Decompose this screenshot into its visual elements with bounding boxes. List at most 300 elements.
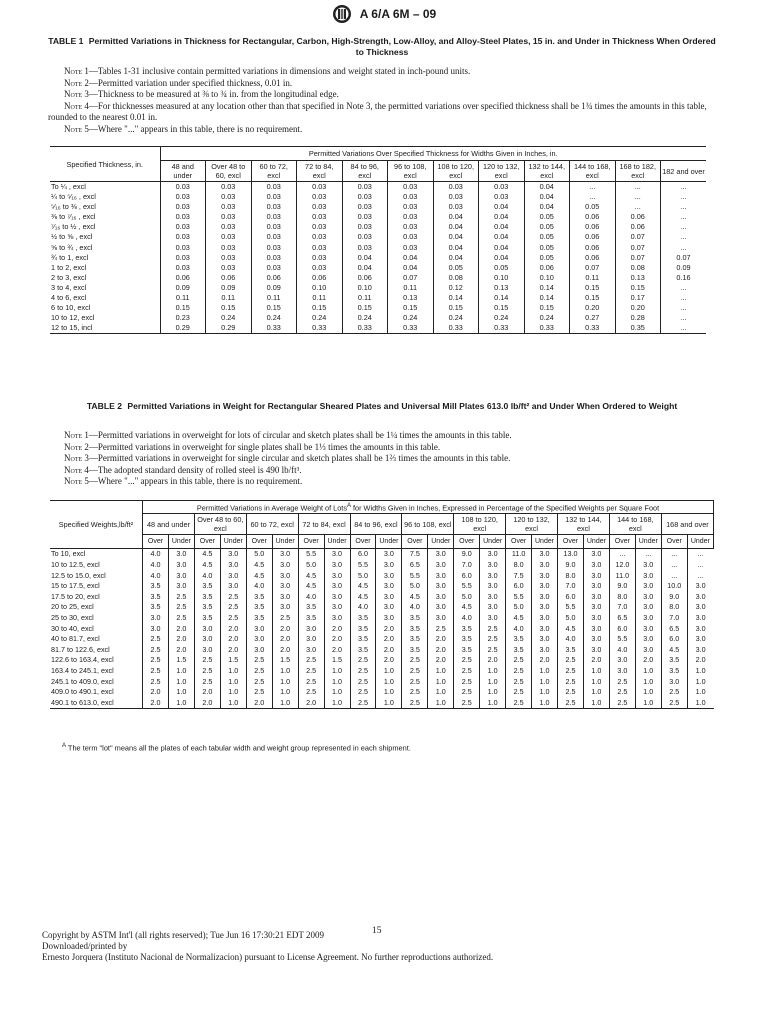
table-cell: 1.0 — [220, 687, 246, 698]
note-text: —For thicknesses measured at any location other than that specified in Note 3, the permitted variations over specified thickness shall be 1¾ times the amounts in this table, rounded to the nearest 0.01 in. — [48, 100, 707, 123]
table-cell: 3.5 — [558, 645, 584, 656]
table-cell: 1.0 — [532, 666, 558, 677]
table-cell: 0.03 — [206, 192, 252, 202]
table-cell: 3.0 — [324, 581, 350, 592]
table-cell: 3.5 — [246, 602, 272, 613]
table-cell: 1.0 — [480, 687, 506, 698]
note — [48, 453, 712, 465]
column-header: 96 to 108, excl — [402, 514, 454, 535]
table-cell: 3.0 — [272, 549, 298, 560]
table-cell: ... — [687, 549, 713, 560]
table-cell: 1.0 — [376, 687, 402, 698]
table-cell: 3.0 — [376, 592, 402, 603]
table-row — [50, 592, 714, 603]
table-cell: 0.11 — [297, 293, 343, 303]
table-cell: 0.11 — [570, 273, 616, 283]
table-cell: 0.05 — [524, 253, 570, 263]
table-cell: 13.0 — [558, 549, 584, 560]
table-cell: 3.0 — [220, 560, 246, 571]
note-text: —Permitted variations in overweight for single circular and sketch plates shall be 1⅔ times the amounts in this table. — [88, 453, 511, 464]
table-cell: 4.5 — [661, 645, 687, 656]
table-row — [50, 602, 714, 613]
table-cell: 12.0 — [609, 560, 635, 571]
row-label: 12.5 to 15.0, excl — [51, 570, 106, 580]
table-cell: 3.0 — [246, 624, 272, 635]
table-cell: 1.0 — [168, 677, 194, 688]
table-cell: ... — [661, 313, 707, 323]
table-row — [50, 560, 714, 571]
table-cell: 4.5 — [350, 592, 376, 603]
table-cell: 0.33 — [297, 323, 343, 334]
table-cell: 0.03 — [479, 192, 525, 202]
table-cell: 0.03 — [342, 243, 388, 253]
table-cell: 1.0 — [635, 666, 661, 677]
table-cell: 1.0 — [220, 666, 246, 677]
column-header: 144 to 168, excl — [609, 514, 661, 535]
table-cell: 3.0 — [272, 592, 298, 603]
table-cell: 0.04 — [433, 253, 479, 263]
table-cell: 3.0 — [532, 634, 558, 645]
table-cell: 0.06 — [206, 273, 252, 283]
table-cell: 0.03 — [297, 263, 343, 273]
table-cell: 0.03 — [342, 232, 388, 242]
subheader-under: Under — [635, 535, 661, 549]
table2-footnote: $^A$ The term "lot" means all the plates of each tabular width and weight group represented in each shipment. — [62, 743, 411, 753]
table-cell: 3.0 — [376, 613, 402, 624]
table-cell: 2.5 — [506, 687, 532, 698]
note-text: —The adopted standard density of rolled steel is 490 lb/ft³. — [88, 464, 302, 475]
table-cell: 0.06 — [570, 222, 616, 232]
table-cell: 2.0 — [428, 634, 454, 645]
table-cell: 3.5 — [402, 624, 428, 635]
table-cell: 0.03 — [251, 232, 297, 242]
table-cell: 2.5 — [454, 698, 480, 709]
table-cell: 1.0 — [324, 698, 350, 709]
table-cell: 2.0 — [583, 655, 609, 666]
table-cell: 3.0 — [168, 581, 194, 592]
table-cell: 3.5 — [143, 602, 169, 613]
table-cell: 3.0 — [376, 549, 402, 560]
column-header: 60 to 72, excl — [246, 514, 298, 535]
table-cell: 3.0 — [324, 602, 350, 613]
table-cell: 0.11 — [342, 293, 388, 303]
table-cell: 3.0 — [635, 613, 661, 624]
table-cell: 2.0 — [324, 634, 350, 645]
table-cell: 6.0 — [609, 624, 635, 635]
table-cell: 0.04 — [433, 212, 479, 222]
table-cell: 3.0 — [532, 571, 558, 582]
copyright-notice — [42, 930, 602, 963]
table-cell: 7.5 — [402, 549, 428, 560]
table-cell: 0.03 — [251, 253, 297, 263]
table-cell: 2.0 — [635, 655, 661, 666]
table-cell: 2.0 — [168, 645, 194, 656]
table-cell: 1.0 — [376, 698, 402, 709]
table-cell: 0.03 — [251, 212, 297, 222]
table-cell: 3.5 — [661, 655, 687, 666]
subheader-over: Over — [194, 535, 220, 549]
table-cell: ... — [661, 192, 707, 202]
table-cell: 3.0 — [194, 634, 220, 645]
table-cell: 0.15 — [206, 303, 252, 313]
table-cell: 0.13 — [615, 273, 661, 283]
table-cell: 0.03 — [206, 263, 252, 273]
table-cell: 0.17 — [615, 293, 661, 303]
table-cell: 0.24 — [524, 313, 570, 323]
table-cell: 6.5 — [402, 560, 428, 571]
table-cell: 3.0 — [324, 592, 350, 603]
table-cell: 0.15 — [251, 303, 297, 313]
table-cell: 2.5 — [661, 698, 687, 709]
table-cell: 3.5 — [454, 634, 480, 645]
note — [48, 66, 712, 78]
column-header: Over 48 to 60, excl — [194, 514, 246, 535]
table-cell: 2.5 — [402, 698, 428, 709]
subheader-over: Over — [402, 535, 428, 549]
table-cell: 3.0 — [298, 634, 324, 645]
table-cell: 0.29 — [160, 323, 206, 334]
table-cell: 3.0 — [583, 560, 609, 571]
table1-label: TABLE 1 — [48, 36, 84, 46]
row-label: 4 to 6, excl — [51, 293, 87, 303]
table-cell: 3.5 — [350, 634, 376, 645]
table-cell: 2.0 — [480, 655, 506, 666]
row-label: ⁷⁄₁₆ to ½ , excl — [51, 222, 96, 232]
column-header: 168 and over — [661, 514, 713, 535]
table-cell: 2.5 — [609, 677, 635, 688]
table-cell: 0.03 — [206, 212, 252, 222]
table-cell: 3.0 — [143, 613, 169, 624]
note-text: —Permitted variation under specified thickness, 0.01 in. — [88, 77, 293, 88]
table-cell: 3.0 — [532, 624, 558, 635]
table-row — [50, 263, 706, 273]
note-label: Note 2 — [64, 441, 89, 452]
table2-stub-header — [50, 501, 143, 549]
table-cell: 0.03 — [342, 212, 388, 222]
table-cell: 4.5 — [298, 571, 324, 582]
table-row — [50, 581, 714, 592]
table-cell: 0.03 — [206, 253, 252, 263]
table-cell: 0.05 — [479, 263, 525, 273]
table-cell: 0.04 — [342, 253, 388, 263]
table-cell: 0.09 — [206, 283, 252, 293]
row-label: ⅝ to ¾ , excl — [51, 242, 93, 252]
table-cell: 5.5 — [298, 549, 324, 560]
table-cell: 0.04 — [524, 192, 570, 202]
table-cell: 0.24 — [206, 313, 252, 323]
table-cell: 0.03 — [160, 232, 206, 242]
subheader-over: Over — [558, 535, 584, 549]
table-cell: 1.0 — [428, 666, 454, 677]
note-text: —Thickness to be measured at ⅜ to ¾ in. from the longitudinal edge. — [88, 89, 339, 100]
table-cell: 2.5 — [298, 677, 324, 688]
table-cell: 0.29 — [206, 323, 252, 334]
table-cell: 0.06 — [570, 253, 616, 263]
table-cell: 1.0 — [480, 666, 506, 677]
note — [48, 430, 712, 442]
table-cell: 0.10 — [479, 273, 525, 283]
table-cell: 6.5 — [661, 624, 687, 635]
note-text: —Where "..." appears in this table, there is no requirement. — [88, 123, 303, 134]
table-cell: 1.0 — [687, 666, 713, 677]
table-cell: 0.04 — [388, 263, 434, 273]
subheader-over: Over — [661, 535, 687, 549]
table-cell: 0.06 — [524, 263, 570, 273]
table-cell: 0.09 — [160, 283, 206, 293]
table-cell: 3.0 — [376, 602, 402, 613]
table-cell: 1.0 — [376, 677, 402, 688]
note — [48, 101, 712, 124]
table-cell: 0.15 — [524, 303, 570, 313]
table-cell: 0.04 — [479, 253, 525, 263]
table-cell: 0.33 — [570, 323, 616, 334]
table-cell: 1.0 — [635, 698, 661, 709]
table-cell: 0.33 — [342, 323, 388, 334]
table-cell: 5.5 — [350, 560, 376, 571]
row-label: 17.5 to 20, excl — [51, 591, 100, 601]
table-cell: 3.0 — [272, 560, 298, 571]
table-cell: 0.04 — [479, 202, 525, 212]
table-cell: 3.0 — [428, 549, 454, 560]
table-cell: 4.0 — [194, 571, 220, 582]
table-cell: 2.0 — [428, 655, 454, 666]
table-cell: 6.0 — [661, 634, 687, 645]
table-cell: 4.5 — [350, 581, 376, 592]
row-label: 30 to 40, excl — [51, 623, 94, 633]
table-cell: 0.13 — [479, 283, 525, 293]
table-cell: 2.5 — [194, 655, 220, 666]
table-cell: 1.0 — [324, 666, 350, 677]
subheader-under: Under — [220, 535, 246, 549]
row-label: 490.1 to 613.0, excl — [50, 698, 143, 709]
table-cell: 0.03 — [388, 243, 434, 253]
table-cell: ... — [661, 560, 687, 571]
table-cell: ... — [661, 202, 707, 212]
column-header: 48 and under — [160, 161, 206, 182]
table-cell: 5.5 — [454, 581, 480, 592]
table-cell: 3.5 — [298, 613, 324, 624]
table-cell: 4.5 — [194, 549, 220, 560]
table-cell: 7.0 — [454, 560, 480, 571]
table-cell: 1.0 — [687, 677, 713, 688]
table-cell: 3.0 — [532, 613, 558, 624]
table-cell: 0.10 — [297, 283, 343, 293]
table-cell: 0.10 — [342, 283, 388, 293]
table-cell: 2.5 — [143, 634, 169, 645]
table-cell: 1.0 — [428, 698, 454, 709]
table-cell: 0.14 — [524, 283, 570, 293]
table-cell: 0.14 — [479, 293, 525, 303]
copyright-line-2: Downloaded/printed by — [42, 941, 128, 951]
table-cell: 5.0 — [298, 560, 324, 571]
subheader-under: Under — [168, 535, 194, 549]
table-row — [50, 687, 714, 698]
subheader-over: Over — [143, 535, 169, 549]
subheader-under: Under — [583, 535, 609, 549]
table-cell: 3.0 — [532, 592, 558, 603]
table-cell: 0.33 — [251, 323, 297, 334]
table-cell: 3.0 — [168, 549, 194, 560]
row-label: 20 to 25, excl — [51, 602, 94, 612]
table-cell: 2.5 — [428, 624, 454, 635]
table2-label: TABLE 2 — [86, 401, 122, 411]
table-cell: 3.5 — [194, 602, 220, 613]
table-row — [50, 293, 706, 303]
table-cell: 1.0 — [583, 677, 609, 688]
table-cell: 0.03 — [342, 182, 388, 193]
table-cell: 0.05 — [570, 202, 616, 212]
table-cell: 3.0 — [609, 666, 635, 677]
table-cell: 3.0 — [635, 560, 661, 571]
table-cell: 3.0 — [661, 677, 687, 688]
table-cell: 1.0 — [635, 677, 661, 688]
table-cell: 3.0 — [324, 571, 350, 582]
table-cell: 0.33 — [479, 323, 525, 334]
table-cell: 0.11 — [388, 283, 434, 293]
table-cell: ... — [687, 571, 713, 582]
table-cell: 5.5 — [506, 592, 532, 603]
table-cell: 2.5 — [506, 655, 532, 666]
table-cell: 0.06 — [570, 243, 616, 253]
table-cell: 3.0 — [298, 624, 324, 635]
subheader-over: Over — [454, 535, 480, 549]
table-cell: 3.0 — [428, 613, 454, 624]
table-cell: 2.0 — [220, 645, 246, 656]
table-cell: ... — [609, 549, 635, 560]
table-cell: 0.15 — [615, 283, 661, 293]
table-cell: 1.0 — [532, 687, 558, 698]
table-row — [50, 202, 706, 212]
table-cell: 3.0 — [298, 645, 324, 656]
table-cell: 3.0 — [480, 560, 506, 571]
table-cell: 8.0 — [506, 560, 532, 571]
table-cell: 1.0 — [272, 677, 298, 688]
table-cell: 0.15 — [479, 303, 525, 313]
table-cell: 3.5 — [350, 624, 376, 635]
table-cell: ... — [661, 243, 707, 253]
table-cell: 0.04 — [433, 243, 479, 253]
table-cell: 4.0 — [246, 581, 272, 592]
table-cell: ... — [661, 283, 707, 293]
table-cell: 2.5 — [454, 687, 480, 698]
table-cell: 2.5 — [558, 677, 584, 688]
table-cell: 0.05 — [433, 263, 479, 273]
table-cell: 2.5 — [350, 666, 376, 677]
table-cell: 1.0 — [687, 687, 713, 698]
table2-caption — [48, 401, 716, 412]
table-cell: ... — [661, 549, 687, 560]
table-cell: 2.5 — [402, 687, 428, 698]
table-cell: 0.15 — [342, 303, 388, 313]
table-cell: 2.0 — [376, 655, 402, 666]
table-cell: 0.06 — [342, 273, 388, 283]
copyright-line-1: Copyright by ASTM Int'l (all rights reserved); Tue Jun 16 17:30:21 EDT 2009 — [42, 930, 324, 940]
table-cell: 0.03 — [297, 222, 343, 232]
note-text: —Permitted variations in overweight for lots of circular and sketch plates shall be 1¼ times the amounts in this table. — [88, 430, 512, 440]
table-row — [50, 273, 706, 283]
table-cell: 2.5 — [480, 645, 506, 656]
footnote-marker: A — [62, 743, 67, 749]
table-cell: 0.15 — [160, 303, 206, 313]
table-cell: 0.33 — [433, 323, 479, 334]
table-cell: 3.0 — [583, 549, 609, 560]
table-cell: 9.0 — [558, 560, 584, 571]
table1-caption — [48, 36, 716, 58]
table-cell: 4.0 — [609, 645, 635, 656]
note-label: Note 2 — [64, 77, 89, 88]
table-cell: 3.0 — [376, 571, 402, 582]
table-cell: 5.0 — [506, 602, 532, 613]
table-cell: 3.0 — [480, 602, 506, 613]
table-cell: 2.5 — [506, 698, 532, 709]
table-cell: 3.0 — [635, 592, 661, 603]
table-cell: 2.5 — [143, 666, 169, 677]
table-cell: 5.5 — [609, 634, 635, 645]
table1-notes — [48, 66, 712, 136]
table-cell: 2.5 — [168, 592, 194, 603]
table-cell: 3.0 — [583, 571, 609, 582]
table-cell: 0.04 — [479, 222, 525, 232]
table-cell: 0.24 — [342, 313, 388, 323]
table-row — [50, 212, 706, 222]
table-cell: 0.04 — [479, 212, 525, 222]
table-cell: 3.0 — [532, 602, 558, 613]
table-cell: 4.0 — [506, 624, 532, 635]
table-cell: 0.07 — [388, 273, 434, 283]
row-label: 3 to 4, excl — [51, 282, 87, 292]
table-cell: 1.0 — [583, 687, 609, 698]
column-header: 108 to 120, excl — [433, 161, 479, 182]
table-cell: 2.5 — [220, 592, 246, 603]
table-cell: 0.03 — [433, 182, 479, 193]
row-label: 163.4 to 245.1, excl — [51, 665, 114, 675]
row-label: 25 to 30, excl — [51, 612, 94, 622]
row-label: 245.1 to 409.0, excl — [51, 676, 114, 686]
table-row — [50, 232, 706, 242]
table-cell: 1.0 — [687, 698, 713, 709]
table-cell: 0.13 — [388, 293, 434, 303]
note-label: Note 4 — [64, 464, 89, 475]
table-cell: 3.0 — [220, 571, 246, 582]
table-cell: 2.5 — [168, 613, 194, 624]
table-cell: 8.0 — [661, 602, 687, 613]
table-cell: 2.0 — [687, 655, 713, 666]
subheader-under: Under — [324, 535, 350, 549]
table-cell: 0.04 — [433, 222, 479, 232]
table-cell: 3.0 — [532, 581, 558, 592]
table-cell: 0.20 — [615, 303, 661, 313]
table-cell: 3.5 — [506, 634, 532, 645]
note-label: Note 1 — [64, 66, 89, 76]
table-cell: 0.15 — [570, 283, 616, 293]
table-cell: 2.0 — [532, 655, 558, 666]
table-row — [50, 571, 714, 582]
table-cell: 3.0 — [376, 581, 402, 592]
table-cell: 3.0 — [583, 624, 609, 635]
table-cell: 0.04 — [524, 182, 570, 193]
table-row — [50, 624, 714, 635]
subheader-over: Over — [609, 535, 635, 549]
table-cell: 0.03 — [297, 192, 343, 202]
table1-stub-header: Specified Thickness, in. — [50, 147, 160, 182]
table-cell: 3.0 — [428, 560, 454, 571]
column-header: 182 and over — [661, 161, 707, 182]
column-header: Over 48 to 60, excl — [206, 161, 252, 182]
table-cell: 0.03 — [342, 192, 388, 202]
table-cell: 2.5 — [661, 687, 687, 698]
table-cell: 1.5 — [168, 655, 194, 666]
table-cell: 3.0 — [635, 624, 661, 635]
